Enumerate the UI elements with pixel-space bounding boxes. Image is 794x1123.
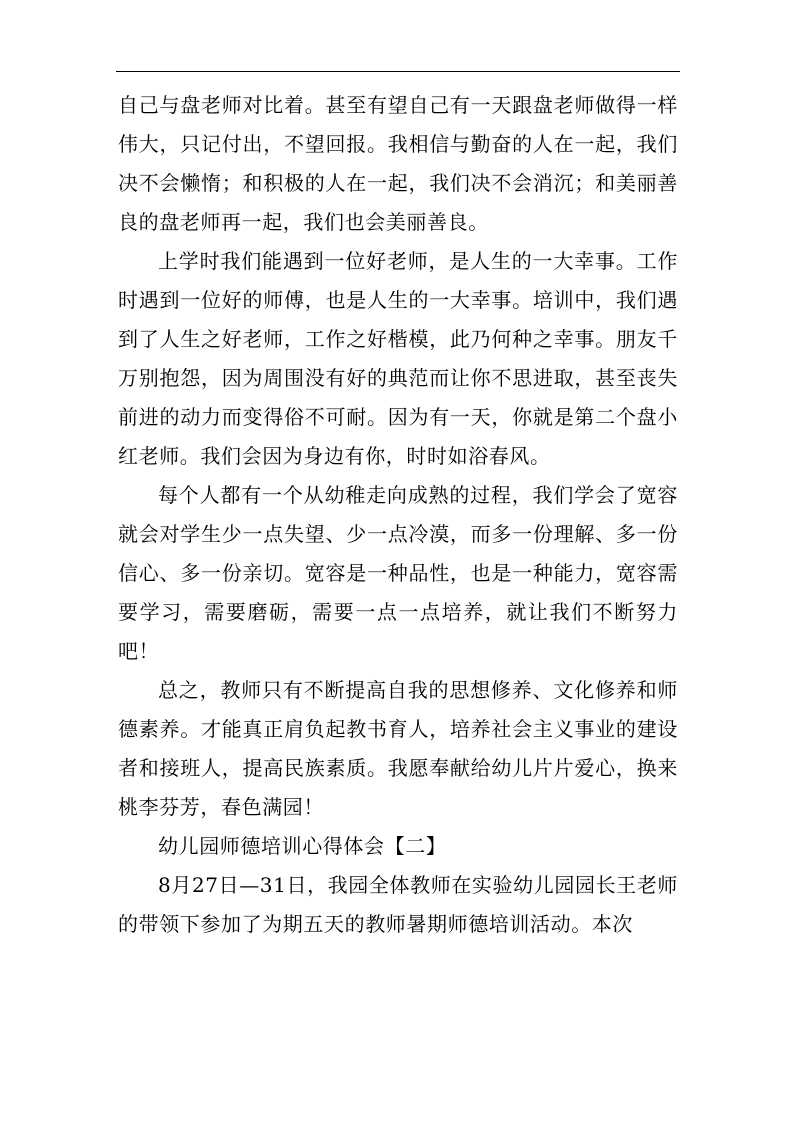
paragraph-conclusion: 总之，教师只有不断提高自我的思想修养、文化修养和师德素养。才能真正肩负起教书育人，培养社会主义事业的建设者和接班人，提高民族素质。我愿奉献给幼儿片片爱心，换来桃李芬芳，春色满园！ bbox=[118, 678, 678, 819]
section-heading: 幼儿园师德培训心得体会【二】 bbox=[158, 834, 447, 858]
paragraph-training-intro: 8月27日—31日，我园全体教师在实验幼儿园园长王老师的带领下参加了为期五天的教师暑期师德培训活动。本次 bbox=[118, 873, 678, 936]
paragraph-tolerance: 每个人都有一个从幼稚走向成熟的过程，我们学会了宽容就会对学生少一点失望、少一点冷漠，而多一份理解、多一份信心、多一份亲切。宽容是一种品性，也是一种能力，宽容需要学习，需要磨砺，需要一点一点培养，就让我们不断努力吧！ bbox=[118, 483, 678, 663]
header-rule bbox=[116, 71, 680, 72]
paragraph-good-teacher: 上学时我们能遇到一位好老师，是人生的一大幸事。工作时遇到一位好的师傅，也是人生的一大幸事。培训中，我们遇到了人生之好老师，工作之好楷模，此乃何种之幸事。朋友千万别抱怨，因为周围没有好的典范而让你不思进取，甚至丧失前进的动力而变得俗不可耐。因为有一天，你就是第二个盘小红老师。我们会因为身边有你，时时如浴春风。 bbox=[118, 249, 678, 468]
document-body bbox=[118, 86, 678, 944]
paragraph-continuation: 自己与盘老师对比着。甚至有望自己有一天跟盘老师做得一样伟大，只记付出，不望回报。我相信与勤奋的人在一起，我们决不会懒惰；和积极的人在一起，我们决不会消沉；和美丽善良的盘老师再一起，我们也会美丽善良。 bbox=[118, 93, 678, 234]
